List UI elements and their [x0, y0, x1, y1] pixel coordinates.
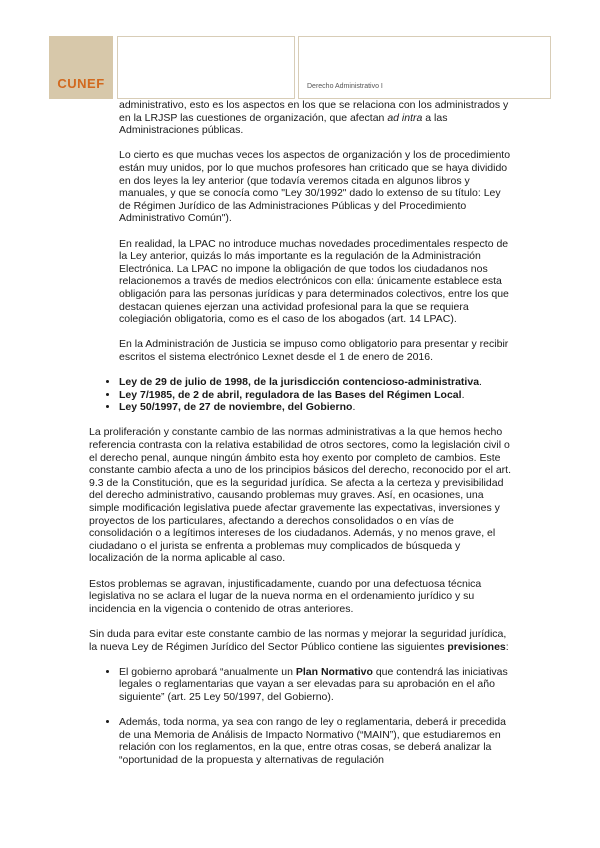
paragraph-2: Lo cierto es que muchas veces los aspectos de organización y los de procedimiento están muy unidos, por lo que muchos profesores han criticado que se haya dividido en dos leyes la ley anterior (que todavía veremos citada en algunos libros y manuales, y que se conocía como "Ley 30/1992" dado lo extenso de su título: Ley de Régimen Jurídico de las Administraciones Públicas y del Procedimiento Administrativo Común"). — [119, 149, 511, 225]
list-item: • Ley 7/1985, de 2 de abril, reguladora de las Bases del Régimen Local. — [119, 389, 511, 402]
list-item: • Además, toda norma, ya sea con rango de ley o reglamentaria, deberá ir precedida de una Memoria de Análisis de Impacto Normativo (“MAIN”), que estudiaremos en relación con los reglamentos, en la que, entre otras cosas, se deberá analizar la “oportunidad de la propuesta y alternativas de regulación — [119, 716, 511, 766]
list-item: • Ley 50/1997, de 27 de noviembre, del Gobierno. — [119, 401, 511, 414]
cunef-logo — [49, 36, 113, 99]
header-blank-box — [117, 36, 295, 99]
header-course-box — [298, 36, 551, 99]
list-item: • Ley de 29 de julio de 1998, de la jurisdicción contencioso-administrativa. — [119, 376, 511, 389]
logo-text: CUNEF — [57, 76, 105, 91]
paragraph-1: administrativo, esto es los aspectos en los que se relaciona con los administrados y en la LRJSP las cuestiones de organización, que afectan ad intra a las Administraciones públicas. — [119, 99, 509, 137]
course-title: Derecho Administrativo I — [307, 83, 383, 90]
previsiones-list — [89, 666, 511, 767]
laws-list — [89, 376, 511, 414]
list-item: • El gobierno aprobará “anualmente un Plan Normativo que contendrá las iniciativas legales o reglamentarias que vayan a ser elevadas para su aprobación en el año siguiente” (art. 25 Ley 50/1997, del Gobierno). — [119, 666, 511, 704]
paragraph-6: Estos problemas se agravan, injustificadamente, cuando por una defectuosa técnica legislativa no se aclara el lugar de la nueva norma en el ordenamiento jurídico y su incidencia en la vigencia o contenido de otras anteriores. — [89, 577, 482, 615]
paragraph-4: En la Administración de Justicia se impuso como obligatorio para presentar y recibir escritos el sistema electrónico Lexnet desde el 1 de enero de 2016. — [119, 338, 509, 363]
paragraph-5: La proliferación y constante cambio de las normas administrativas a la que hemos hecho referencia contrasta con la relativa estabilidad de otros sectores, como la legislación civil o el derecho penal, aunque ningún ámbito esta hoy exento por completo de cambios. Este constante cambio afecta a uno de los principios básicos del derecho, reconocido por el art. 9.3 de la Constitución, que es la seguridad jurídica. Se afecta a la certeza y previsibilidad del derecho administrativo, causando problemas muy graves. Así, en ocasiones, una simple modificación legislativa puede afectar gravemente las expectativas, inversiones y proyectos de los particulares, afectando a derechos consolidados o en vías de consolidación o a legítimos intereses de los ciudadanos. Además, y no menos grave, el ciudadano o el jurista se enfrenta a problemas muy complicados de búsqueda y localización de la norma aplicable al caso. — [89, 426, 511, 565]
document-body — [89, 99, 511, 779]
paragraph-3: En realidad, la LPAC no introduce muchas novedades procedimentales respecto de la Ley anterior, quizás lo más importante es la regulación de la Administración Electrónica. La LPAC no impone la obligación de que todos los ciudadanos nos relacionemos a través de medios electrónicos con ella: únicamente establece esta obligación para las personas jurídicas y para determinados colectivos, entre los que destacan quienes ejerzan una actividad profesional para la que se requiera colegiación obligatoria, como es el caso de los abogados (art. 14 LPAC). — [119, 237, 509, 326]
paragraph-7: Sin duda para evitar este constante cambio de las normas y mejorar la seguridad jurídica, la nueva Ley de Régimen Jurídico del Sector Público contiene las siguientes previsiones: — [89, 627, 509, 653]
